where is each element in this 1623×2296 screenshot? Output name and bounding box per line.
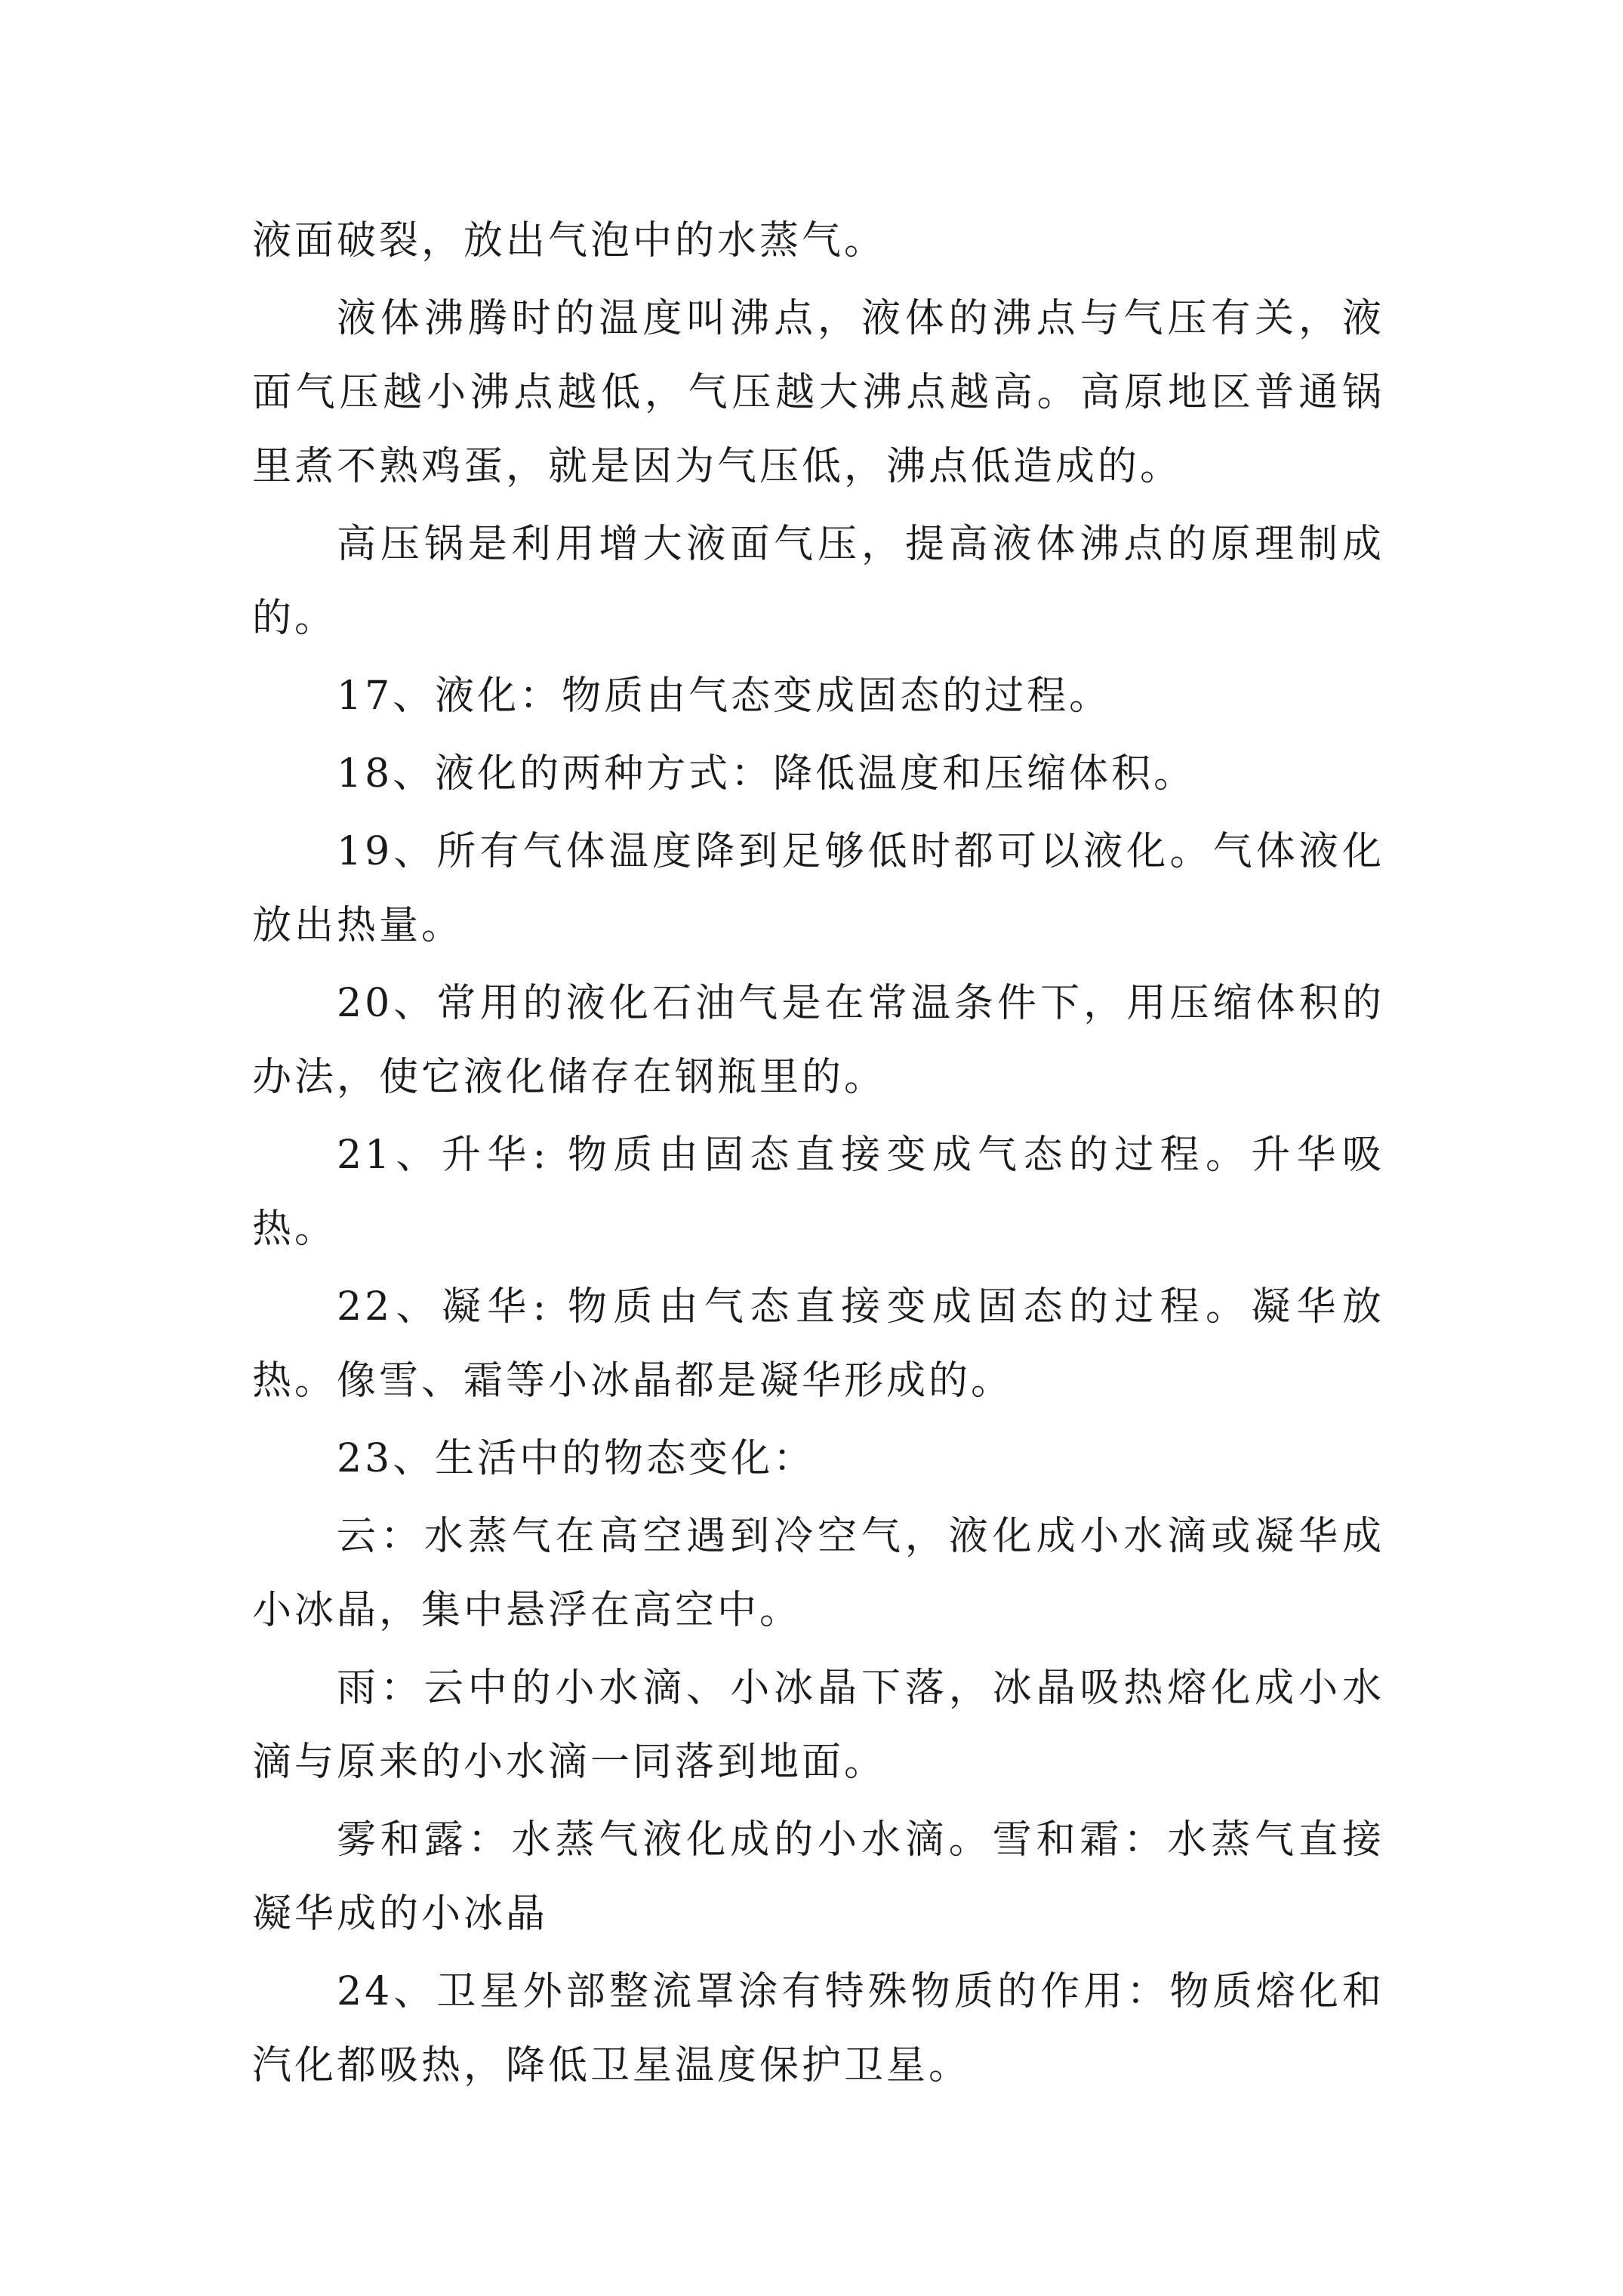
paragraph-item-17: 17、液化：物质由气态变成固态的过程。 xyxy=(337,673,1112,719)
paragraph-rain: 雨：云中的小水滴、小冰晶下落，冰晶吸热熔化成小水滴与原来的小水滴一同落到地面。 xyxy=(252,1666,1384,1785)
paragraph-item-23: 23、生活中的物态变化： xyxy=(337,1436,816,1481)
paragraph-item-18: 18、液化的两种方式：降低温度和压缩体积。 xyxy=(337,751,1196,797)
paragraph-cloud: 云：水蒸气在高空遇到冷空气，液化成小水滴或凝华成小冰晶，集中悬浮在高空中。 xyxy=(252,1514,1384,1633)
paragraph-item-19: 19、所有气体温度降到足够低时都可以液化。气体液化放出热量。 xyxy=(252,829,1384,948)
paragraph-item-20: 20、常用的液化石油气是在常温条件下，用压缩体积的办法，使它液化储存在钢瓶里的。 xyxy=(252,981,1384,1100)
paragraph-fog-dew-snow-frost: 雾和露：水蒸气液化成的小水滴。雪和霜：水蒸气直接凝华成的小冰晶 xyxy=(252,1817,1384,1937)
paragraph-item-24: 24、卫星外部整流罩涂有特殊物质的作用：物质熔化和汽化都吸热，降低卫星温度保护卫星。 xyxy=(252,1969,1384,2088)
document-body xyxy=(252,204,1384,2106)
paragraph-boiling-point: 液体沸腾时的温度叫沸点，液体的沸点与气压有关，液面气压越小沸点越低，气压越大沸点越高。高原地区普通锅里煮不熟鸡蛋，就是因为气压低，沸点低造成的。 xyxy=(252,296,1384,489)
paragraph-item-21: 21、升华: 物质由固态直接变成气态的过程。升华吸热。 xyxy=(252,1133,1384,1252)
paragraph-item-22: 22、凝华: 物质由气态直接变成固态的过程。凝华放热。像雪、霜等小冰晶都是凝华形成的。 xyxy=(252,1284,1384,1404)
paragraph-pressure-cooker: 高压锅是利用增大液面气压，提高液体沸点的原理制成的。 xyxy=(252,522,1384,641)
paragraph-continuation: 液面破裂，放出气泡中的水蒸气。 xyxy=(252,218,887,264)
